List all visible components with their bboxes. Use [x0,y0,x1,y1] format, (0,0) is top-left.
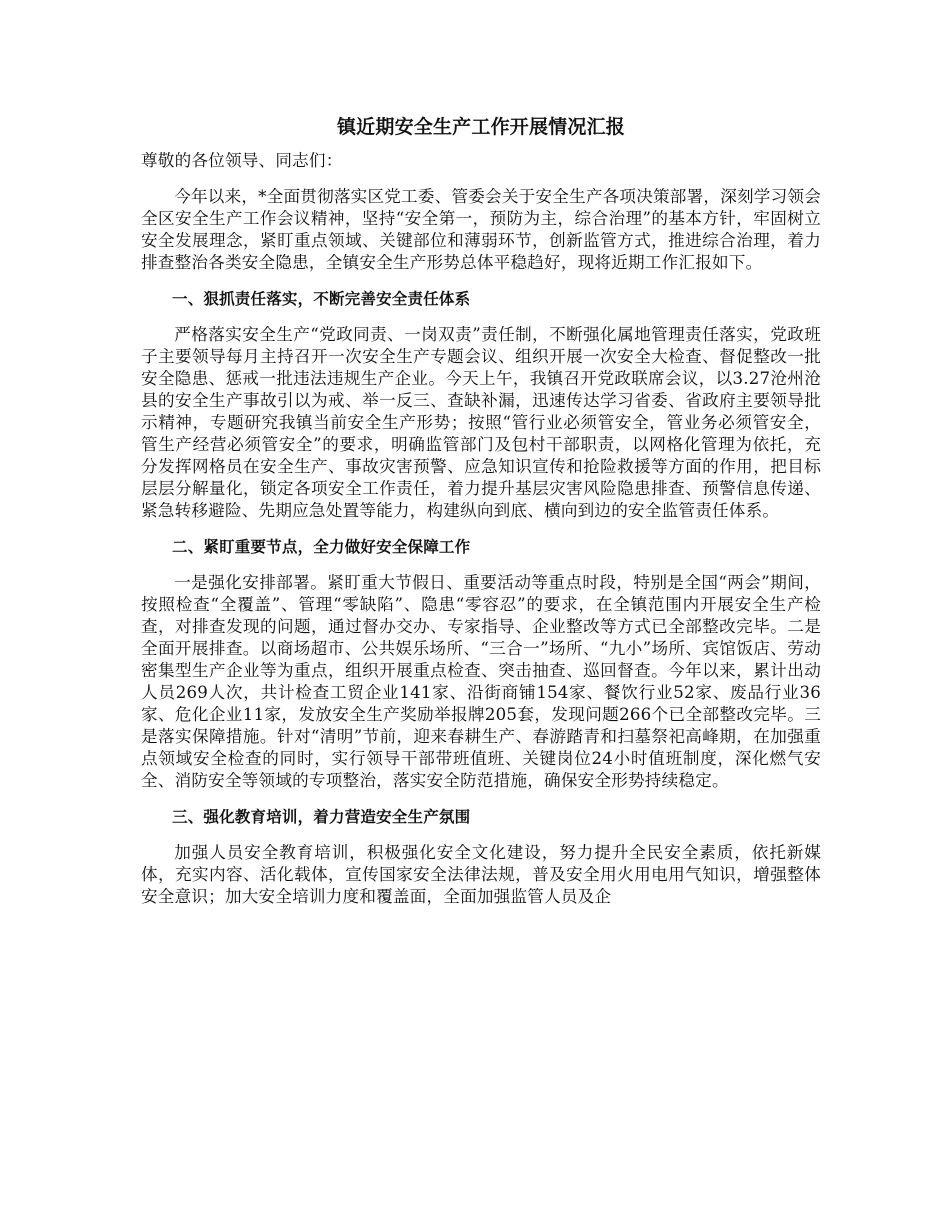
document-page [141,112,821,922]
section-3-body: 加强人员安全教育培训，积极强化安全文化建设，努力提升全民安全素质，依托新媒体，充实内容、活化载体，宣传国家安全法律法规，普及安全用火用电用气知识，增强整体安全意识；加大安全培训力度和覆盖面，全面加强监管人员及企 [141,843,821,906]
intro-paragraph: 今年以来，*全面贯彻落实区党工委、管委会关于安全生产各项决策部署，深刻学习领会全区安全生产工作会议精神，坚持“安全第一，预防为主，综合治理”的基本方针，牢固树立安全发展理念，紧盯重点领域、关键部位和薄弱环节，创新监管方式，推进综合治理，着力排查整治各类安全隐患，全镇安全生产形势总体平稳趋好，现将近期工作汇报如下。 [141,187,821,272]
section-3-heading: 三、强化教育培训，着力营造安全生产氛围 [172,808,471,826]
section-2-heading: 二、紧盯重要节点，全力做好安全保障工作 [172,538,471,556]
section-2-body: 一是强化安排部署。紧盯重大节假日、重要活动等重点时段，特别是全国“两会”期间，按照检查“全覆盖”、管理“零缺陷”、隐患“零容忍”的要求，在全镇范围内开展安全生产检查，对排查发现的问题，通过督办交办、专家指导、企业整改等方式已全部整改完毕。二是全面开展排查。以商场超市、公共娱乐场所、“三合一”场所、“九小”场所、宾馆饭店、劳动密集型生产企业等为重点，组织开展重点检查、突击抽查、巡回督查。今年以来，累计出动人员269人次，共计检查工贸企业141家、沿街商铺154家、餐饮行业52家、废品行业36家、危化企业11家，发放安全生产奖励举报牌205套，发现问题266个已全部整改完毕。三是落实保障措施。针对“清明”节前，迎来春耕生产、春游踏青和扫墓祭祀高峰期，在加强重点领域安全检查的同时，实行领导干部带班值班、关键岗位24小时值班制度，深化燃气安全、消防安全等领域的专项整治，落实安全防范措施，确保安全形势持续稳定。 [141,573,821,790]
section-1-heading: 一、狠抓责任落实，不断完善安全责任体系 [172,290,471,308]
salutation: 尊敬的各位领导、同志们： [141,151,343,170]
document-title: 镇近期安全生产工作开展情况汇报 [336,116,625,138]
section-1-body: 严格落实安全生产“党政同责、一岗双责”责任制，不断强化属地管理责任落实，党政班子主要领导每月主持召开一次安全生产专题会议、组织开展一次安全大检查、督促整改一批安全隐患、惩戒一批违法违规生产企业。今天上午，我镇召开党政联席会议，以3.27沧州沧县的安全生产事故引以为戒、举一反三、查缺补漏，迅速传达学习省委、省政府主要领导批示精神，专题研究我镇当前安全生产形势；按照“管行业必须管安全，管业务必须管安全，管生产经营必须管安全”的要求，明确监管部门及包村干部职责，以网格化管理为依托，充分发挥网格员在安全生产、事故灾害预警、应急知识宣传和抢险救援等方面的作用，把目标层层分解量化，锁定各项安全工作责任，着力提升基层灾害风险隐患排查、预警信息传递、紧急转移避险、先期应急处置等能力，构建纵向到底、横向到边的安全监管责任体系。 [141,325,821,520]
